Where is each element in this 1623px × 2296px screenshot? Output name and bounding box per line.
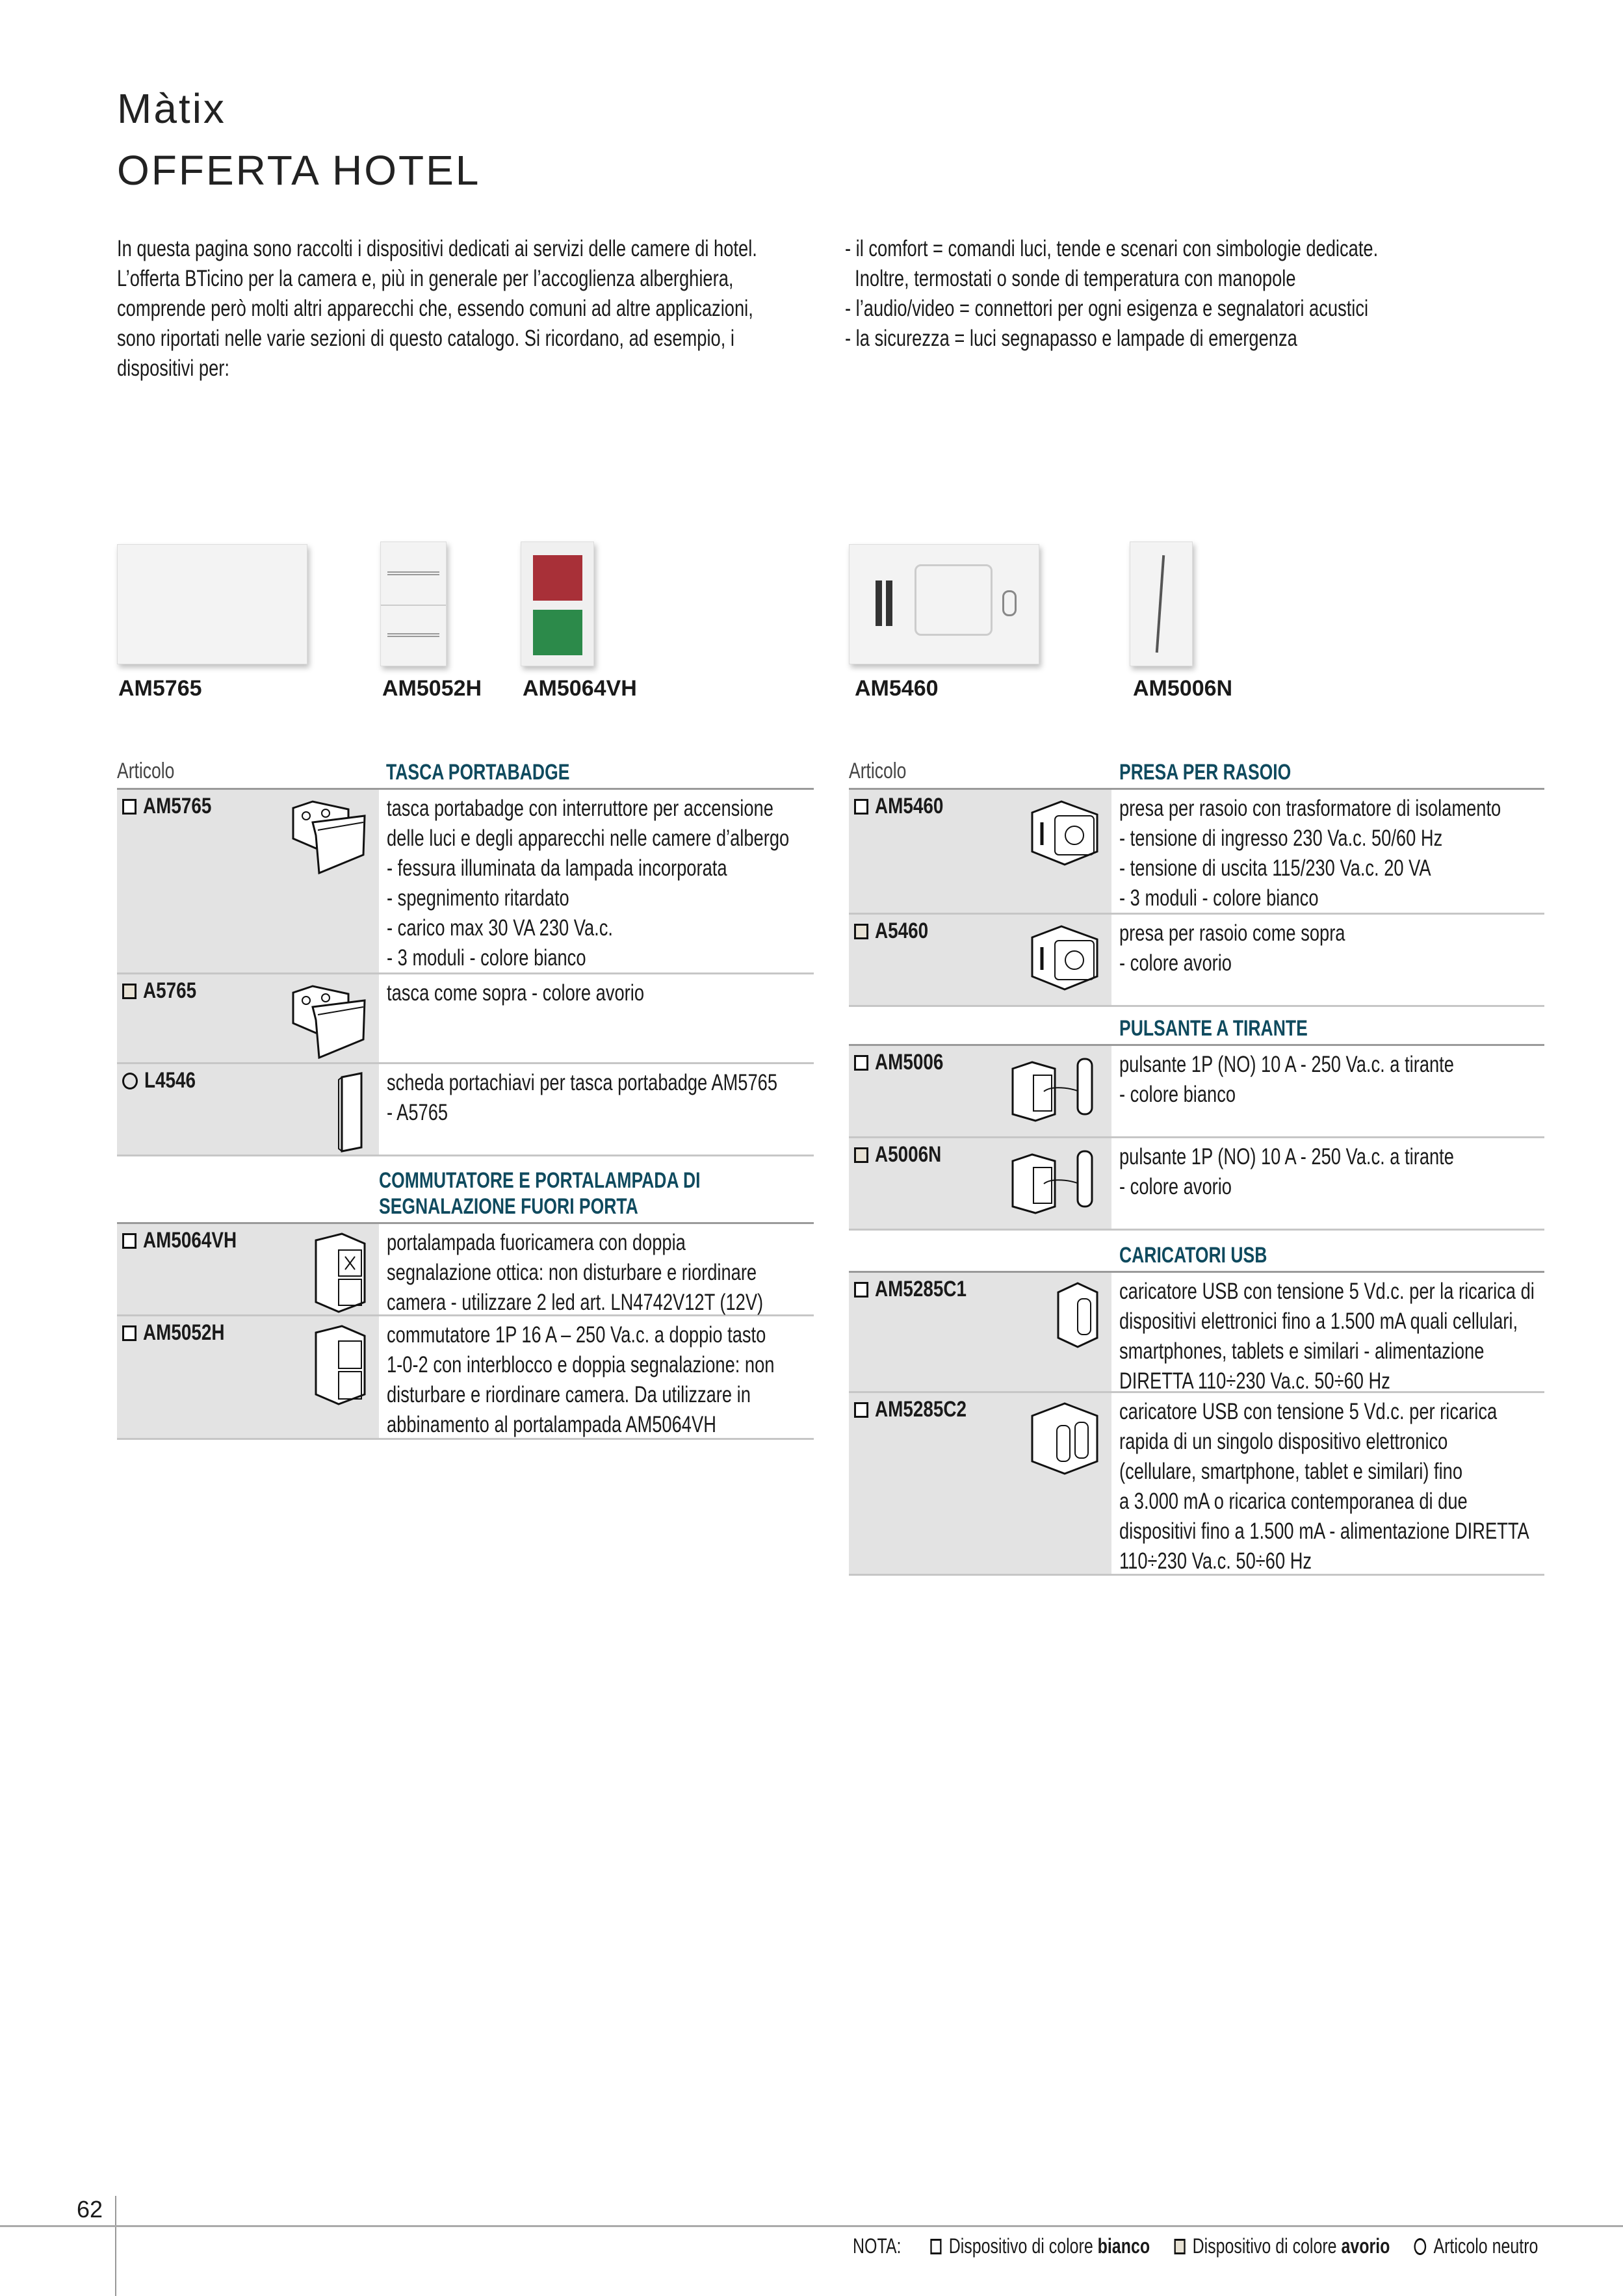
avorio-square-icon [122,984,136,999]
description-line: pulsante 1P (NO) 10 A - 250 Va.c. a tirante [1119,1144,1454,1169]
article-description [1119,794,1544,913]
article-description [1119,1050,1544,1110]
section-title-line: COMMUTATORE E PORTALAMPADA DI [379,1168,701,1193]
article-code-text: AM5064VH [143,1228,237,1253]
bianco-square-icon [854,799,868,815]
footer-rule [0,2225,1623,2227]
article-code[interactable] [854,1277,987,1302]
description-line: commutatore 1P 16 A – 250 Va.c. a doppio tasto [387,1322,766,1348]
table-row [849,1138,1544,1231]
section-title-line: TASCA PORTABADGE [386,760,570,785]
description-line: - 3 moduli - colore bianco [387,945,586,971]
section-title-text [1119,1242,1309,1268]
page-title: OFFERTA HOTEL [117,147,481,194]
intro-line: In questa pagina sono raccolti i dispositivi dedicati ai servizi delle camere di hotel. [117,236,757,261]
key-card-icon [332,1071,371,1158]
article-code[interactable] [854,794,959,819]
intro-line: L’offerta BTicino per la camera e, più in generale per l’accoglienza alberghiera, [117,266,734,291]
description-line: portalampada fuoricamera con doppia [387,1230,686,1255]
article-code-text: AM5006 [875,1050,944,1075]
section-title [379,1168,791,1220]
footer-vertical-rule [115,2196,116,2296]
article-code-text: A5765 [143,978,197,1003]
description-line: caricatore USB con tensione 5 Vd.c. per la ricarica di [1119,1279,1535,1304]
articolo-text: Articolo [117,759,175,783]
shaver-socket-icon [1026,796,1104,871]
description-line: abbinamento al portalampada AM5064VH [387,1412,716,1437]
section-title-text [1119,1015,1360,1041]
description-text [1119,1397,1544,1576]
table-row [849,1273,1544,1393]
description-line: rapida di un singolo dispositivo elettronico [1119,1429,1448,1454]
product-photo-am5064vh [521,541,594,666]
section-title-line: PRESA PER RASOIO [1119,760,1292,785]
description-line: delle luci e degli apparecchi nelle camere d’albergo [387,826,790,851]
legend-note [853,2234,1544,2267]
section-title [1119,759,1340,785]
badge-pocket-icon [287,981,371,1062]
bianco-square-icon [931,2239,942,2254]
product-label: AM5064VH [523,676,637,701]
article-description [387,1068,814,1128]
article-code[interactable] [854,919,940,944]
bianco-square-icon [122,1325,136,1341]
description-text [1119,1277,1544,1396]
intro-line: Inoltre, termostati o sonde di temperatura con manopole [845,266,1296,291]
description-line: - A5765 [387,1100,448,1125]
articolo-text: Articolo [849,759,907,783]
description-line: scheda portachiavi per tasca portabadge AM5765 [387,1070,778,1095]
description-text [387,1068,814,1128]
bianco-square-icon [854,1055,868,1071]
intro-left [117,234,819,384]
section-title-line: SEGNALAZIONE FUORI PORTA [379,1194,638,1219]
description-line: caricatore USB con tensione 5 Vd.c. per ricarica [1119,1399,1498,1424]
product-label: AM5052H [382,676,482,701]
table-row [117,1064,814,1156]
product-label: AM5460 [855,676,939,701]
red-lamp-icon [533,555,582,601]
description-line: a 3.000 mA o ricarica contemporanea di due [1119,1489,1468,1514]
description-line: - fessura illuminata da lampada incorporata [387,855,727,881]
section-title-text [386,759,621,785]
lamp-holder-icon [306,1231,371,1318]
description-text [387,1320,814,1440]
article-description [1119,1277,1544,1396]
description-line: - spegnimento ritardato [387,885,569,911]
bianco-square-icon [854,1402,868,1418]
product-photo-am5052h [380,541,447,666]
description-text [1119,1050,1544,1110]
description-line: (cellulare, smartphone, tablet e similari) fino [1119,1459,1463,1484]
article-code[interactable] [122,1228,257,1253]
description-line: pulsante 1P (NO) 10 A - 250 Va.c. a tirante [1119,1052,1454,1077]
avorio-square-icon [854,1147,868,1163]
table-row [849,790,1544,915]
article-code-text: AM5765 [143,794,212,818]
description-line: dispositivi elettronici fino a 1.500 mA quali cellulari, [1119,1309,1518,1334]
description-line: - colore avorio [1119,950,1232,976]
green-lamp-icon [533,610,582,655]
nota-label: NOTA: [853,2234,902,2258]
description-line: smartphones, tablets e similari - alimentazione [1119,1338,1485,1364]
bianco-square-icon [854,1282,868,1298]
description-line: - colore avorio [1119,1174,1232,1199]
avorio-square-icon [854,924,868,939]
description-text [387,978,814,1008]
badge-pocket-icon [287,796,371,878]
intro-line: - l’audio/video = connettori per ogni esigenza e segnalatori acustici [845,296,1369,321]
article-description [387,978,814,1008]
column-label-articolo [849,759,922,784]
usb-charger-icon [1052,1279,1104,1354]
section-title-line: PULSANTE A TIRANTE [1119,1016,1308,1041]
section-title-line: CARICATORI USB [1119,1243,1267,1268]
legend-neutro: Articolo neutro [1433,2234,1539,2258]
description-line: - tensione di uscita 115/230 Va.c. 20 VA [1119,855,1431,881]
product-label: AM5765 [118,676,202,701]
legend-avorio: Dispositivo di colore avorio [1192,2234,1390,2258]
intro-line: - il comfort = comandi luci, tende e scenari con simbologie dedicate. [845,236,1379,261]
intro-line: - la sicurezza = luci segnapasso e lampade di emergenza [845,326,1297,351]
description-line: DIRETTA 110÷230 Va.c. 50÷60 Hz [1119,1368,1390,1394]
switch-icon [306,1323,371,1411]
description-line: tasca come sopra - colore avorio [387,980,645,1006]
table-row [849,915,1544,1007]
article-description [387,794,814,973]
product-photo-am5006n [1130,541,1193,666]
description-line: tasca portabadge con interruttore per accensione [387,796,773,821]
article-code[interactable] [122,1068,207,1093]
description-text [387,1228,814,1318]
article-code-text: A5006N [875,1142,942,1167]
neutral-circle-icon [1414,2238,1427,2255]
description-line: - 3 moduli - colore bianco [1119,885,1319,911]
legend-bianco: Dispositivo di colore bianco [948,2234,1150,2258]
article-code[interactable] [854,1142,956,1168]
shaver-socket-icon [1026,921,1104,996]
section-title-text [379,1168,791,1220]
article-code[interactable] [122,794,227,819]
description-line: presa per rasoio con trasformatore di isolamento [1119,796,1501,821]
section-title [1119,1015,1360,1041]
article-description [387,1320,814,1440]
bianco-square-icon [122,799,136,815]
description-line: - carico max 30 VA 230 Va.c. [387,915,613,941]
description-line: - tensione di ingresso 230 Va.c. 50/60 Hz [1119,826,1443,851]
article-code[interactable] [854,1050,959,1075]
article-code-text: AM5285C1 [875,1277,967,1301]
description-line: presa per rasoio come sopra [1119,920,1345,946]
article-description [1119,1397,1544,1576]
description-text [387,794,814,973]
description-line: 110÷230 Va.c. 50÷60 Hz [1119,1548,1312,1574]
description-text [1119,794,1544,913]
article-code[interactable] [122,978,208,1004]
table-row [117,790,814,974]
product-photo-am5460 [849,544,1039,664]
usb-double-charger-icon [1026,1400,1104,1481]
section-title [386,759,621,785]
pull-cord-icon [1006,1145,1104,1220]
section-title [1119,1242,1309,1268]
table-row [117,974,814,1064]
section-title-text [1119,759,1340,785]
column-label-articolo [117,759,190,784]
article-description [1119,1142,1544,1202]
intro-line: comprende però molti altri apparecchi che, essendo comuni ad altre applicazioni, [117,296,753,321]
pull-cord-icon [1006,1052,1104,1127]
article-description [1119,919,1544,978]
product-photo-am5765 [117,544,307,664]
article-code-text: AM5052H [143,1320,225,1345]
neutral-circle-icon [122,1073,138,1089]
intro-line: dispositivi per: [117,356,229,381]
table-row [117,1224,814,1316]
table-row [849,1046,1544,1138]
avorio-square-icon [1175,2239,1186,2254]
brand-title: Màtix [117,85,226,132]
description-line: segnalazione ottica: non disturbare e riordinare [387,1260,757,1285]
table-row [849,1393,1544,1576]
description-line: camera - utilizzare 2 led art. LN4742V12T (12V) [387,1290,764,1315]
article-code[interactable] [122,1320,242,1346]
page-number: 62 [77,2196,103,2223]
product-label: AM5006N [1133,676,1233,701]
description-line: - colore bianco [1119,1082,1236,1107]
article-code-text: AM5460 [875,794,944,818]
bianco-square-icon [122,1233,136,1249]
article-code-text: AM5285C2 [875,1397,967,1422]
intro-right [845,234,1547,354]
article-code-text: A5460 [875,919,929,943]
intro-line: sono riportati nelle varie sezioni di questo catalogo. Si ricordano, ad esempio, i [117,326,734,351]
description-text [1119,919,1544,978]
article-code[interactable] [854,1397,987,1422]
article-code-text: L4546 [144,1068,196,1093]
article-description [387,1228,814,1318]
description-line: disturbare e riordinare camera. Da utilizzare in [387,1382,751,1407]
description-text [1119,1142,1544,1202]
table-row [117,1316,814,1440]
description-line: 1-0-2 con interblocco e doppia segnalazione: non [387,1352,775,1377]
description-line: dispositivi fino a 1.500 mA - alimentazione DIRETTA [1119,1519,1529,1544]
